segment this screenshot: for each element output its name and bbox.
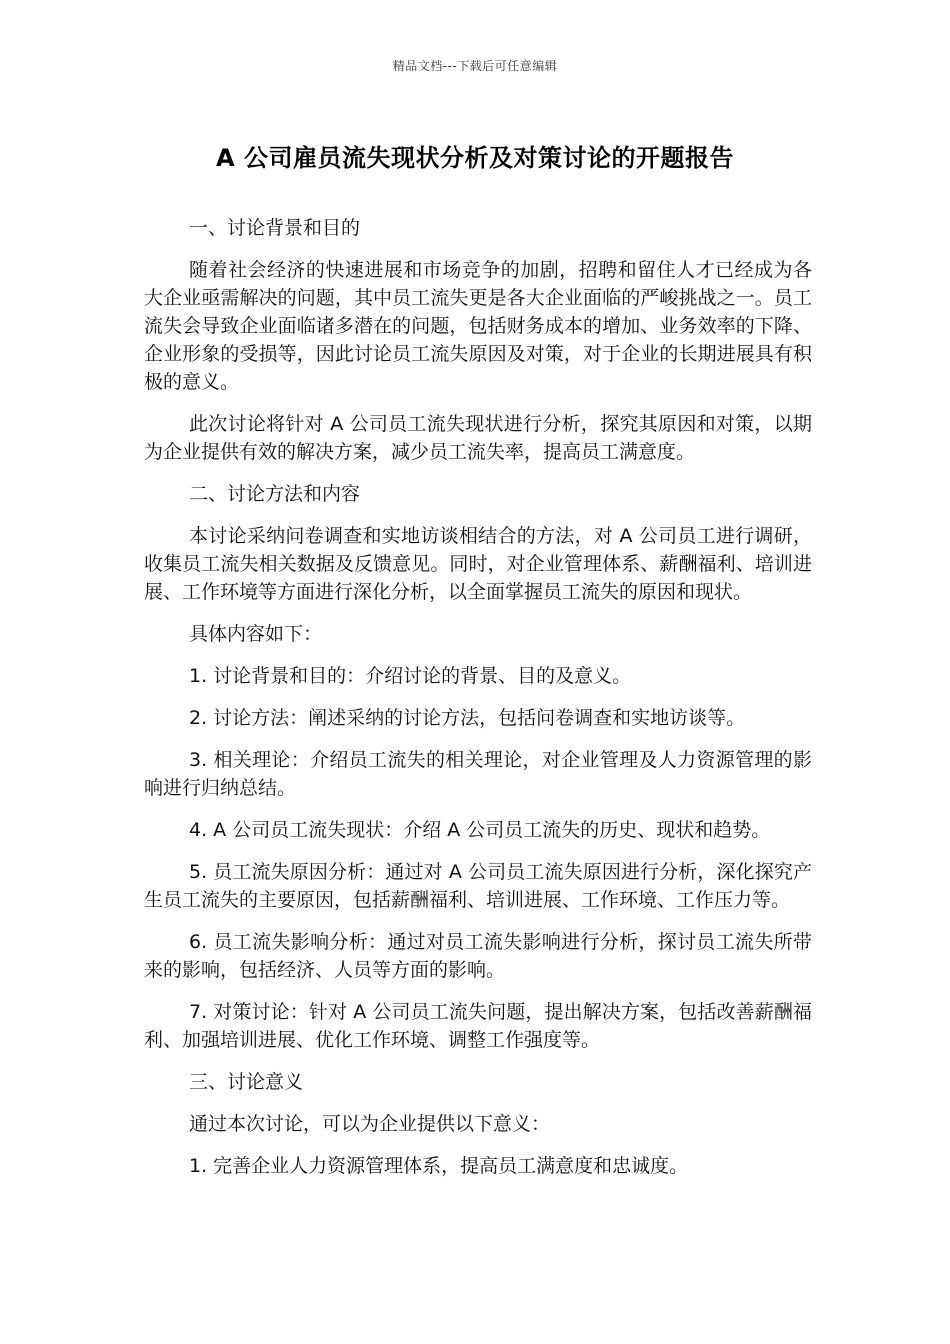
- section-heading: 一、讨论背景和目的: [189, 217, 361, 239]
- paragraph: 本讨论采纳问卷调查和实地访谈相结合的方法，对 A 公司员工进行调研，收集员工流失相关数据及反馈意见。同时，对企业管理体系、薪酬福利、培训进展、工作环境等方面进行深化分析，以全面掌握员工流失的原因和现状。: [144, 525, 812, 603]
- document-body: [144, 214, 812, 1180]
- section-heading: 三、讨论意义: [189, 1071, 304, 1093]
- paragraph: 此次讨论将针对 A 公司员工流失现状进行分析，探究其原因和对策，以期为企业提供有效的解决方案，减少员工流失率，提高员工满意度。: [144, 413, 812, 463]
- document-title: A 公司雇员流失现状分析及对策讨论的开题报告: [216, 144, 734, 172]
- list-item: 1. 完善企业人力资源管理体系，提高员工满意度和忠诚度。: [189, 1155, 689, 1177]
- list-item: 1. 讨论背景和目的：介绍讨论的背景、目的及意义。: [189, 665, 632, 687]
- list-item: 4. A 公司员工流失现状：介绍 A 公司员工流失的历史、现状和趋势。: [189, 819, 771, 841]
- paragraph: 随着社会经济的快速进展和市场竞争的加剧，招聘和留住人才已经成为各大企业亟需解决的问题，其中员工流失更是各大企业面临的严峻挑战之一。员工流失会导致企业面临诸多潜在的问题，包括财务成本的增加、业务效率的下降、企业形象的受损等，因此讨论员工流失原因及对策，对于企业的长期进展具有积极的意义。: [144, 259, 812, 393]
- list-item: 3. 相关理论：介绍员工流失的相关理论，对企业管理及人力资源管理的影响进行归纳总结。: [144, 749, 812, 799]
- paragraph: 具体内容如下：: [189, 623, 323, 645]
- list-item: 5. 员工流失原因分析：通过对 A 公司员工流失原因进行分析，深化探究产生员工流失的主要原因，包括薪酬福利、培训进展、工作环境、工作压力等。: [144, 861, 812, 911]
- list-item: 2. 讨论方法：阐述采纳的讨论方法，包括问卷调查和实地访谈等。: [189, 707, 746, 729]
- list-item: 6. 员工流失影响分析：通过对员工流失影响进行分析，探讨员工流失所带来的影响，包括经济、人员等方面的影响。: [144, 931, 812, 981]
- paragraph: 通过本次讨论，可以为企业提供以下意义：: [189, 1113, 551, 1135]
- header-note: 精品文档---下载后可任意编辑: [392, 59, 558, 73]
- list-item: 7. 对策讨论：针对 A 公司员工流失问题，提出解决方案，包括改善薪酬福利、加强培训进展、优化工作环境、调整工作强度等。: [144, 1001, 812, 1051]
- section-heading: 二、讨论方法和内容: [189, 483, 361, 505]
